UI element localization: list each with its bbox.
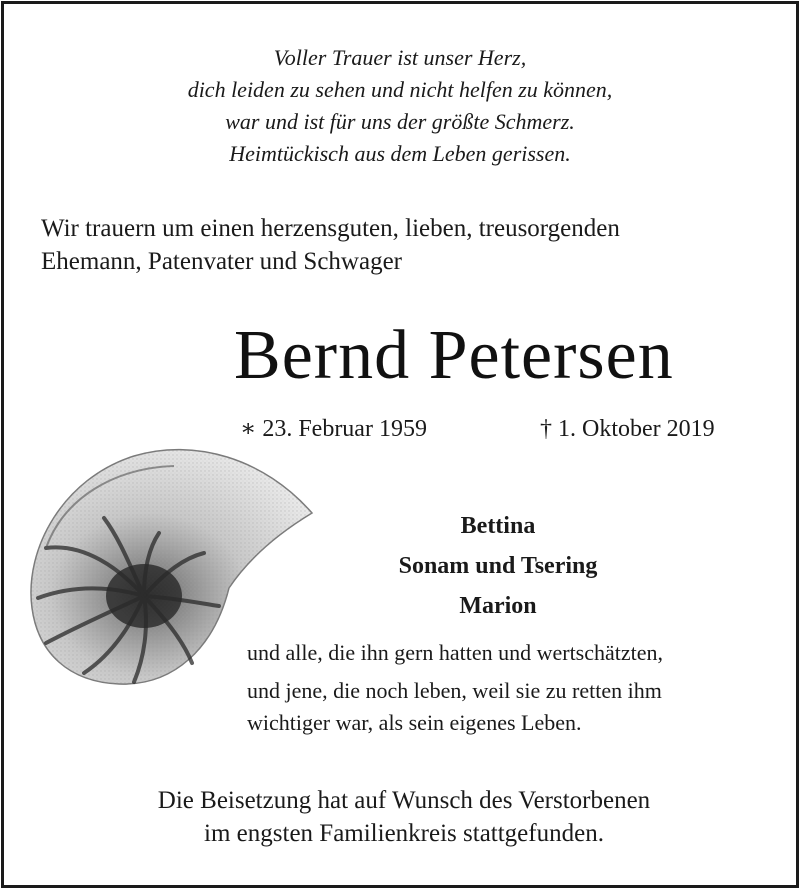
poem-line: war und ist für uns der größte Schmerz.: [225, 109, 575, 134]
mourner-name: Bettina: [460, 513, 536, 539]
deceased-name: Bernd Petersen: [234, 317, 674, 394]
mourner-names: [348, 506, 648, 626]
mourning-intro: [41, 212, 781, 278]
others-line: wichtiger war, als sein eigenes Leben.: [247, 710, 582, 735]
burial-line: im engsten Familienkreis stattgefunden.: [204, 820, 604, 847]
mourner-name: Sonam und Tsering: [398, 553, 598, 579]
intro-line: Ehemann, Patenvater und Schwager: [41, 248, 402, 275]
intro-line: Wir trauern um einen herzensguten, lieben, treusorgenden: [41, 215, 620, 242]
death-date: † 1. Oktober 2019: [540, 416, 715, 442]
memorial-poem: [4, 42, 796, 170]
obituary-notice: [1, 1, 799, 888]
others-line: und jene, die noch leben, weil sie zu retten ihm: [247, 678, 662, 703]
other-mourners: [247, 637, 777, 739]
burial-line: Die Beisetzung hat auf Wunsch des Verstorbenen: [157, 787, 651, 814]
others-line: und alle, die ihn gern hatten und wertschätzten,: [247, 640, 664, 665]
poem-line: dich leiden zu sehen und nicht helfen zu können,: [187, 77, 613, 102]
mourner-name: Marion: [459, 593, 537, 619]
poem-line: Voller Trauer ist unser Herz,: [273, 45, 527, 70]
birth-date: ∗ 23. Februar 1959: [240, 416, 427, 442]
poem-line: Heimtückisch aus dem Leben gerissen.: [229, 141, 571, 166]
burial-notice: [4, 784, 800, 850]
